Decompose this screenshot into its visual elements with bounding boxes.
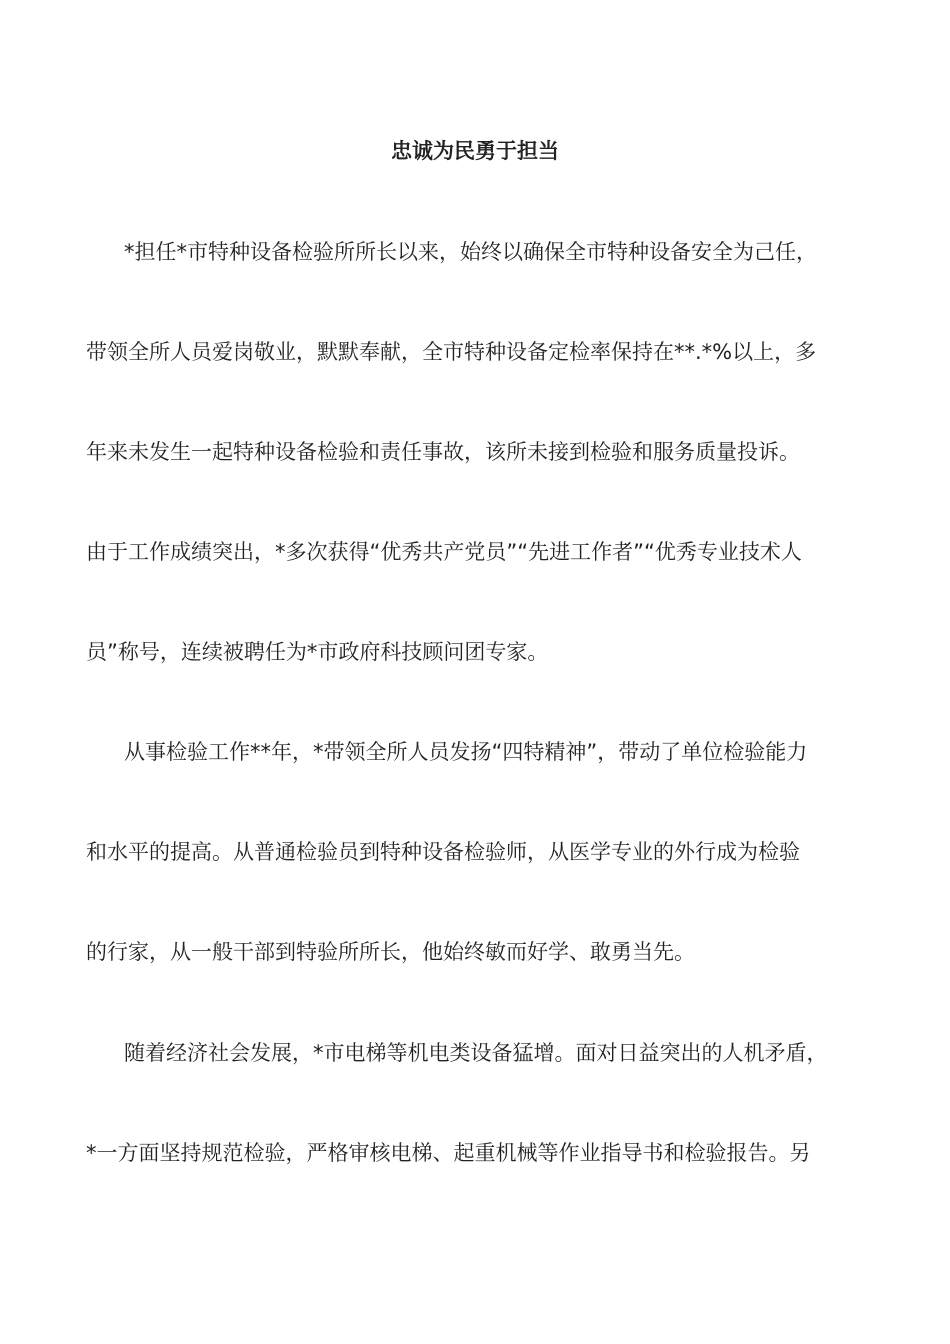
paragraph-2-line-1: 从事检验工作**年，*带领全所人员发扬“四特精神”，带动了单位检验能力 (124, 740, 808, 764)
paragraph-1-line-3: 年来未发生一起特种设备检验和责任事故，该所未接到检验和服务质量投诉。 (86, 440, 800, 464)
paragraph-1-line-1: *担任*市特种设备检验所所长以来，始终以确保全市特种设备安全为己任， (124, 240, 817, 264)
paragraph-1-line-2: 带领全所人员爱岗敬业，默默奉献，全市特种设备定检率保持在**.*%以上，多 (86, 340, 817, 364)
document-title: 忠诚为民勇于担当 (391, 139, 559, 163)
paragraph-1-line-4: 由于工作成绩突出，*多次获得“优秀共产党员”“先进工作者”“优秀专业技术人 (86, 540, 802, 564)
paragraph-2-line-2: 和水平的提高。从普通检验员到特种设备检验师，从医学专业的外行成为检验 (86, 840, 800, 864)
paragraph-1-line-5: 员”称号，连续被聘任为*市政府科技顾问团专家。 (86, 640, 549, 664)
paragraph-3-line-2: *一方面坚持规范检验，严格审核电梯、起重机械等作业指导书和检验报告。另 (86, 1141, 811, 1165)
paragraph-2-line-3: 的行家，从一般干部到特验所所长，他始终敏而好学、敢勇当先。 (86, 940, 695, 964)
paragraph-3-line-1: 随着经济社会发展，*市电梯等机电类设备猛增。面对日益突出的人机矛盾， (124, 1041, 828, 1065)
